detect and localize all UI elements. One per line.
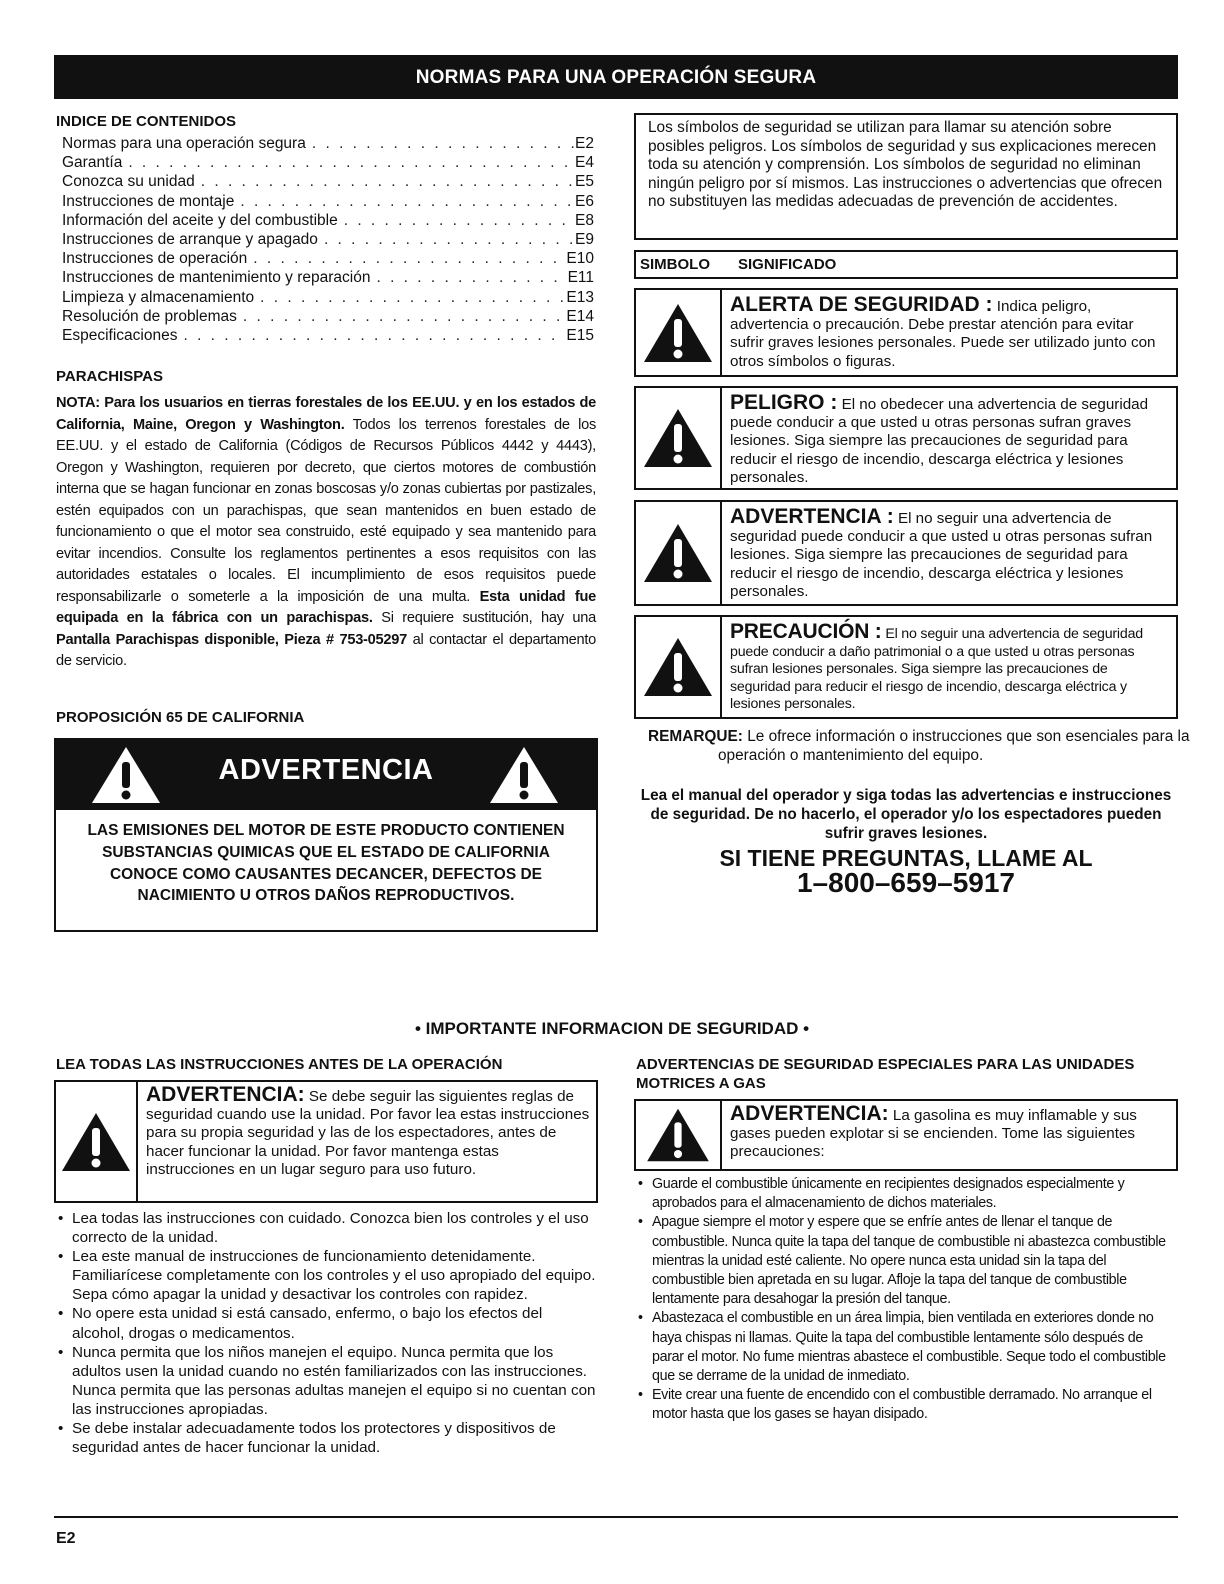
toc-leader-dots — [128, 153, 575, 172]
footer-rule — [54, 1516, 1178, 1518]
list-item: • Evite crear una fuente de encendido con el combustible derramado. No arranque el motor hasta que los gases se hayan disipado. — [636, 1386, 1176, 1424]
toc-item-title: Instrucciones de montaje — [62, 192, 235, 210]
toc-item — [62, 268, 594, 287]
list-item: • Guarde el combustible únicamente en recipientes designados especialmente y aprobados para el almacenamiento de dichos materiales. — [636, 1175, 1176, 1213]
list-item: • Apague siempre el motor y espere que se enfríe antes de llenar el tanque de combustible. Nunca quite la tapa del tanque de combustible ni abastezca combustible mientras la unidad esté caliente. No opere nunca esta unidad sin la tapa del combustible bien apretada en su lugar. Afloje la tapa del tanque de combustible lentamente para desahogar la presión del tanque. — [636, 1213, 1176, 1309]
list-item: • Se debe instalar adecuadamente todos los protectores y dispositivos de seguridad antes de hacer funcionar la unidad. — [56, 1419, 596, 1457]
safety-alert-icon-cell — [636, 290, 722, 375]
caution-icon-cell — [636, 617, 722, 717]
parachispas-equipped-note: Esta unidad fue equipada en la fábrica con un parachispas. — [56, 588, 596, 626]
toc-item-page: E13 — [566, 288, 594, 306]
left-warning-text — [138, 1082, 596, 1201]
parachispas-text — [56, 393, 596, 673]
toc-item — [62, 307, 594, 326]
symbol-title: PRECAUCIÓN : — [730, 620, 882, 643]
toc-item — [62, 172, 594, 191]
symbol-description — [722, 388, 1176, 488]
symbol-row-warning — [634, 500, 1178, 606]
left-warning-box — [54, 1080, 598, 1203]
toc-item-title: Resolución de problemas — [62, 307, 237, 325]
toc-item — [62, 249, 594, 268]
right-safety-list — [636, 1175, 1176, 1425]
symbol-text: Indica peligro, advertencia o precaución. Debe prestar atención para evitar sufrir graves lesiones personales. Puede ser utilizado junto con otros símbolos o figuras. — [730, 298, 1156, 370]
warning-text: La gasolina es muy inflamable y sus gases pueden explotar si se encienden. Tome las siguientes precauciones: — [730, 1107, 1137, 1161]
warning-icon — [645, 1106, 711, 1164]
toc-item — [62, 192, 594, 211]
toc-item — [62, 134, 594, 153]
warning-icon-cell — [56, 1082, 138, 1201]
danger-icon — [642, 406, 714, 470]
important-safety-heading: • IMPORTANTE INFORMACION DE SEGURIDAD • — [414, 1019, 810, 1038]
toc-item-page: E8 — [575, 211, 594, 229]
right-warning-box — [634, 1099, 1178, 1171]
toc-item-title: Especificaciones — [62, 326, 178, 344]
toc-leader-dots — [240, 192, 575, 211]
toc-item-title: Normas para una operación segura — [62, 135, 306, 152]
meaning-column-header: SIGNIFICADO — [738, 256, 837, 273]
symbol-text: El no seguir una advertencia de seguridad puede conducir a daño patrimonial o a que usted u otras personas sufran lesiones personales. Siga siempre las precauciones de seguridad para reducir el riesgo de incendio, descarga eléctrica y lesiones personales. — [730, 626, 1143, 713]
toc-leader-dots — [312, 134, 575, 153]
right-warning-text — [722, 1101, 1176, 1169]
warning-icon-cell — [636, 1101, 722, 1169]
toc-item-title: Instrucciones de mantenimiento y reparación — [62, 269, 371, 287]
toc-item-title: Garantía — [62, 154, 123, 172]
list-item: • Lea este manual de instrucciones de funcionamiento detenidamente. Familiarícese completamente con los controles y el uso apropiado del equipo. Sepa cómo apagar la unidad y desactivar los controles con rapidez. — [56, 1247, 596, 1304]
phone-number: 1–800–659–5917 — [796, 867, 1015, 898]
section-banner: NORMAS PARA UNA OPERACIÓN SEGURA — [54, 55, 1178, 99]
toc-item-title: Conozca su unidad — [62, 173, 195, 191]
parachispas-body-2: Si requiere sustitución, hay una — [372, 610, 596, 626]
warning-icon — [60, 1110, 132, 1174]
toc-item — [62, 288, 594, 307]
warning-icon — [642, 521, 714, 585]
toc-heading: INDICE DE CONTENIDOS — [56, 113, 237, 130]
toc-item-page: E15 — [566, 326, 594, 344]
symbol-text: El no obedecer una advertencia de seguridad puede conducir a que usted u otras personas sufran graves lesiones. Siga siempre las precauciones de seguridad para reducir el riesgo de incendio, descarga eléctrica y lesiones personales. — [730, 396, 1149, 486]
warning-triangle-icon — [488, 744, 560, 806]
toc-leader-dots — [253, 249, 566, 268]
list-item: • No opere esta unidad si está cansado, enfermo, o bajo los efectos del alcohol, drogas o medicamentos. — [56, 1304, 596, 1342]
toc-leader-dots — [324, 230, 575, 249]
prop65-title-bar — [56, 740, 596, 810]
list-item: • Lea todas las instrucciones con cuidado. Conozca bien los controles y el uso correcto de la unidad. — [56, 1209, 596, 1247]
toc-item-page: E10 — [566, 250, 594, 268]
symbol-table-header — [634, 250, 1178, 279]
toc-item-title: Información del aceite y del combustible — [62, 211, 338, 229]
warning-icon-cell — [636, 502, 722, 604]
table-of-contents — [62, 134, 594, 345]
warning-title: ADVERTENCIA: — [730, 1102, 889, 1125]
read-manual-notice: Lea el manual del operador y siga todas las advertencias e instrucciones de seguridad. De no hacerlo, el operador y/o los espectadores pueden sufrir graves lesiones. — [640, 787, 1172, 842]
symbol-text: El no seguir una advertencia de seguridad puede conducir a que usted u otras personas sufran lesiones. Siga siempre las precauciones de seguridad para reducir el riesgo de incendio, descarga eléctrica y lesiones personales. — [730, 510, 1153, 600]
toc-leader-dots — [243, 307, 567, 326]
danger-icon-cell — [636, 388, 722, 488]
prop65-text: LAS EMISIONES DEL MOTOR DE ESTE PRODUCTO CONTIENEN SUBSTANCIAS QUIMICAS QUE EL ESTADO DE CALIFORNIA CONOCE COMO CAUSANTES DECANCER, DEFECTOS DE NACIMIENTO U OTROS DAÑOS REPRODUCTIVOS. — [87, 822, 565, 905]
toc-leader-dots — [183, 326, 566, 345]
part-number-note: Pantalla Parachispas disponible, Pieza # 753-05297 — [56, 631, 408, 648]
toc-item-title: Instrucciones de operación — [62, 250, 248, 268]
symbol-description — [722, 290, 1176, 375]
toc-item — [62, 211, 594, 230]
list-item: • Abastezaca el combustible en un área limpia, bien ventilada en exteriores donde no haya chispas ni llamas. Quite la tapa del combustible lentamente sólo después de parar el motor. No fume mientras abastece el combustible. Seque todo el combustible que se derrame de la unidad de inmediato. — [636, 1309, 1176, 1386]
parachispas-body-3: al contactar el departamento de servicio. — [56, 631, 597, 669]
symbol-title: ALERTA DE SEGURIDAD : — [730, 293, 993, 316]
toc-leader-dots — [376, 268, 567, 287]
toc-item-title: Instrucciones de arranque y apagado — [62, 230, 318, 248]
toc-item-page: E6 — [575, 192, 594, 210]
prop65-warning-box — [54, 738, 598, 932]
remarque-text: Le ofrece información o instrucciones que son esenciales para la operación o mantenimiento del equipo. — [718, 728, 1190, 764]
toc-item-page: E9 — [575, 230, 594, 248]
toc-item — [62, 230, 594, 249]
warning-title: ADVERTENCIA: — [146, 1083, 305, 1106]
symbol-row-danger — [634, 386, 1178, 490]
toc-leader-dots — [201, 172, 575, 191]
safety-alert-icon — [642, 301, 714, 365]
questions-call-text: SI TIENE PREGUNTAS, LLAME AL — [719, 845, 1093, 871]
parachispas-heading: PARACHISPAS — [56, 368, 163, 385]
remarque-note — [648, 728, 1224, 766]
prop65-heading: PROPOSICIÓN 65 DE CALIFORNIA — [56, 709, 305, 726]
symbol-row-alert — [634, 288, 1178, 377]
toc-item — [62, 326, 594, 345]
page-number: E2 — [56, 1530, 76, 1547]
gas-unit-warnings-heading: ADVERTENCIAS DE SEGURIDAD ESPECIALES PARA LAS UNIDADES MOTRICES A GAS — [636, 1056, 1135, 1092]
symbols-intro: Los símbolos de seguridad se utilizan para llamar su atención sobre posibles peligros. Los símbolos de seguridad y sus explicaciones merecen toda su atención y comprensión. Los símbolos de seguridad no eliminan ningún peligro por sí mismos. Las instrucciones o advertencias que ofrecen no substituyen las medidas adecuadas de prevención de accidentes. — [634, 113, 1178, 240]
toc-item-page: E2 — [575, 135, 594, 152]
toc-item-page: E11 — [567, 269, 594, 287]
symbol-description — [722, 617, 1176, 717]
left-safety-list — [56, 1209, 596, 1457]
toc-item-page: E14 — [566, 307, 594, 325]
caution-icon — [642, 635, 714, 699]
list-item: • Nunca permita que los niños manejen el equipo. Nunca permita que los adultos usen la unidad cuando no estén familiarizados con las instrucciones. Nunca permita que las personas adultas manejen el equipo si no cuentan con las instrucciones apropiadas. — [56, 1343, 596, 1419]
warning-text: Se debe seguir las siguientes reglas de seguridad cuando use la unidad. Por favor lea estas instrucciones para su propia seguridad y las de los espectadores, antes de hacer funcionar la unidad. Por favor mantenga estas instrucciones en un lugar seguro para uso futuro. — [146, 1088, 590, 1178]
toc-leader-dots — [344, 211, 575, 230]
parachispas-body: Todos los terrenos forestales de los EE.UU. y el estado de California (Códigos de Recursos Públicos 4442 y 4443), Oregon y Washington, requieren por decreto, que ciertos motores de combustión interna que se hagan funcionar en zonas boscosas y/o zonas cubiertas por pastizales, estén equipados con un parachispas, que sean mantenidos en buen estado de funcionamiento o que el motor sea construido, esté equipado y sea mantenido para evitar incendios. Consulte los reglamentos pertinentes a esos requisitos con las autoridades estatales o locales. El incumplimiento de esos requisitos puede responsabilizarle o someterle a la imposición de una multa. — [56, 416, 596, 605]
toc-item-page: E4 — [575, 154, 594, 172]
toc-leader-dots — [260, 288, 566, 307]
prop65-title: ADVERTENCIA — [218, 754, 434, 786]
nota-text: NOTA: Para los usuarios en tierras forestales de los EE.UU. y en los estados de California, Maine, Oregon y Washington. — [56, 395, 596, 433]
toc-item-title: Limpieza y almacenamiento — [62, 288, 255, 306]
symbol-description — [722, 502, 1176, 604]
read-all-instructions-heading: LEA TODAS LAS INSTRUCCIONES ANTES DE LA OPERACIÓN — [56, 1056, 503, 1073]
toc-item — [62, 153, 594, 172]
toc-item-page: E5 — [575, 173, 594, 191]
symbol-title: ADVERTENCIA : — [730, 505, 894, 528]
symbol-title: PELIGRO : — [730, 391, 838, 414]
remarque-label: REMARQUE: — [648, 728, 743, 745]
symbol-row-caution — [634, 615, 1178, 719]
symbol-column-header: SIMBOLO — [640, 256, 710, 273]
